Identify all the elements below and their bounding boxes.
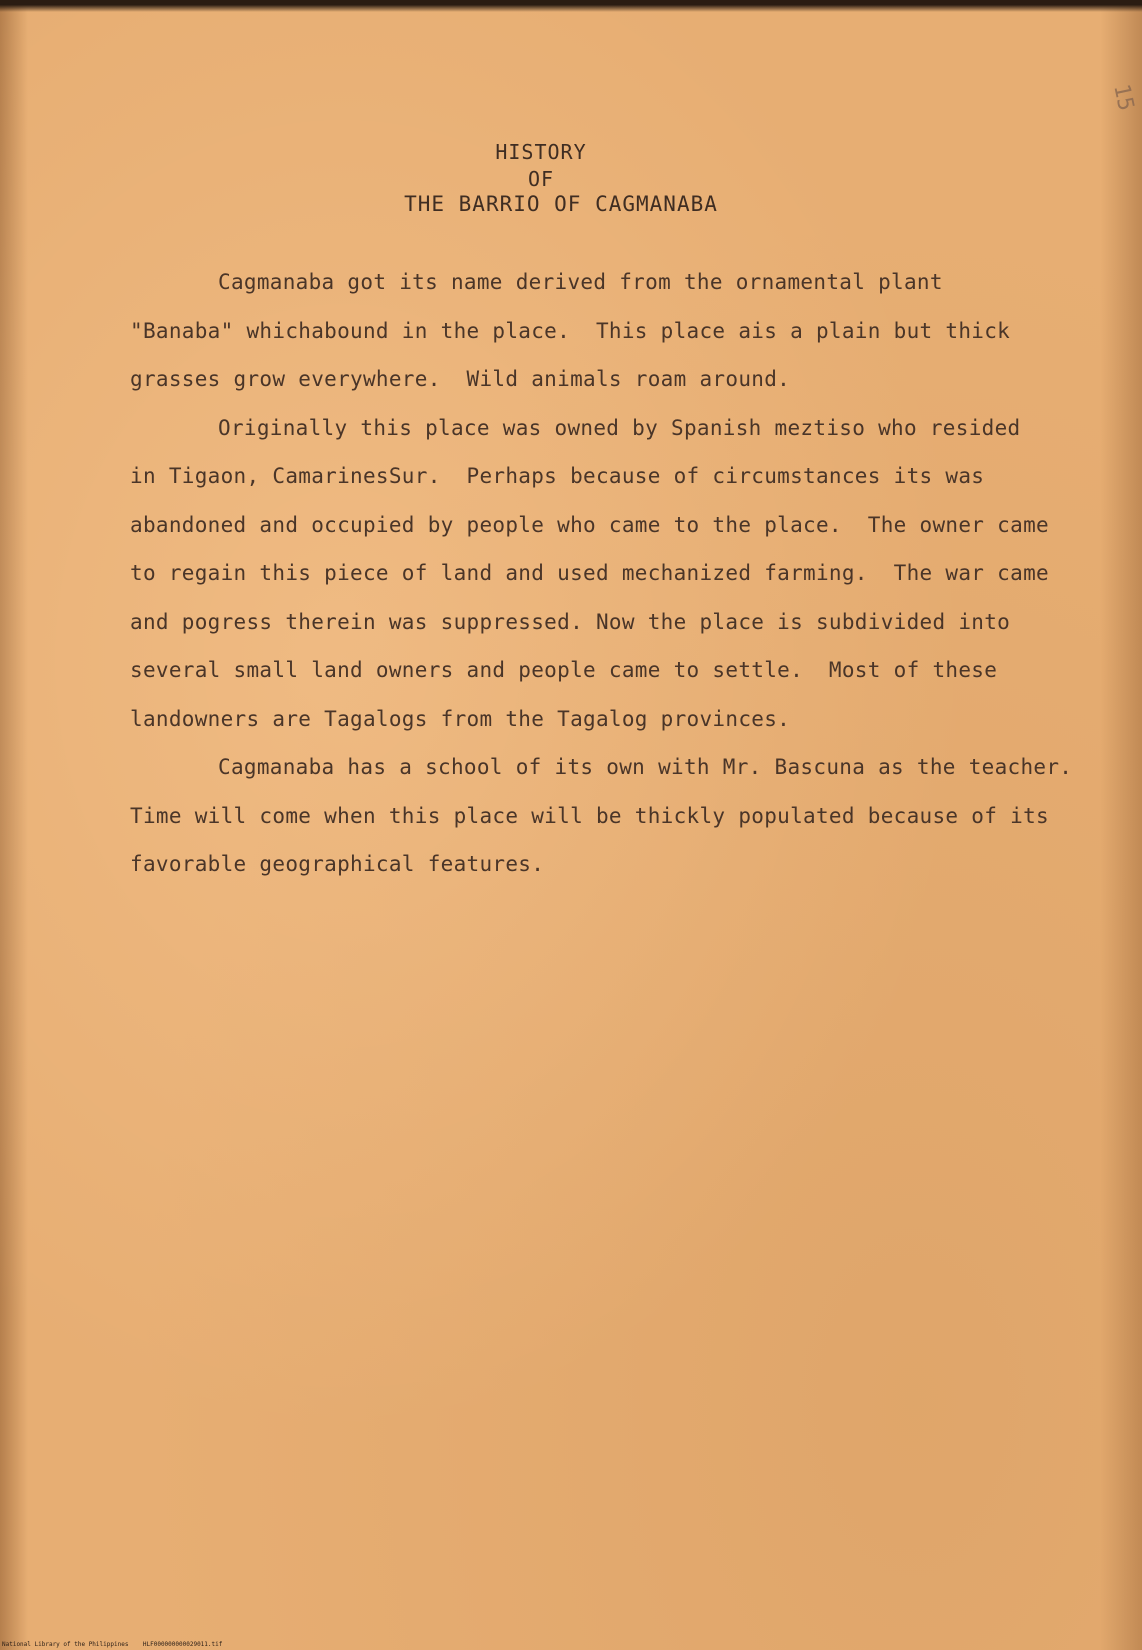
- page-top-edge: [0, 0, 1142, 12]
- page-number-mark: 15: [1107, 81, 1138, 114]
- paragraph2-line: abandoned and occupied by people who came to the place. The owner came: [130, 512, 1049, 537]
- paragraph2-line: Originally this place was owned by Spanish meztiso who resided: [218, 415, 1021, 440]
- paragraph2-line: in Tigaon, CamarinesSur. Perhaps because of circumstances its was: [130, 464, 985, 488]
- heading-of: OF: [527, 167, 555, 191]
- heading-barrio-name: THE BARRIO OF CAGMANABA: [404, 192, 718, 216]
- paragraph2-line: landowners are Tagalogs from the Tagalog provinces.: [130, 706, 791, 731]
- paragraph3-line: Time will come when this place will be thickly populated because of its: [130, 803, 1049, 828]
- paragraph2-line: to regain this piece of land and used mechanized farming. The war came: [130, 561, 1049, 585]
- heading-history: HISTORY: [495, 140, 587, 164]
- paragraph2-line: and pogress therein was suppressed. Now the place is subdivided into: [130, 609, 1011, 634]
- paragraph1-line: "Banaba" whichabound in the place. This place ais a plain but thick: [130, 318, 1011, 343]
- paragraph3-line: favorable geographical features.: [130, 852, 545, 876]
- archive-footer: National Library of the Philippines HLF000000000029011.tif: [2, 1641, 223, 1648]
- paragraph1-line: grasses grow everywhere. Wild animals roam around.: [130, 367, 791, 391]
- paragraph3-line: Cagmanaba has a school of its own with Mr. Bascuna as the teacher.: [218, 755, 1073, 779]
- paragraph1-line: Cagmanaba got its name derived from the ornamental plant: [218, 270, 943, 294]
- paragraph2-line: several small land owners and people came to settle. Most of these: [130, 658, 998, 682]
- document-body: [130, 258, 1090, 889]
